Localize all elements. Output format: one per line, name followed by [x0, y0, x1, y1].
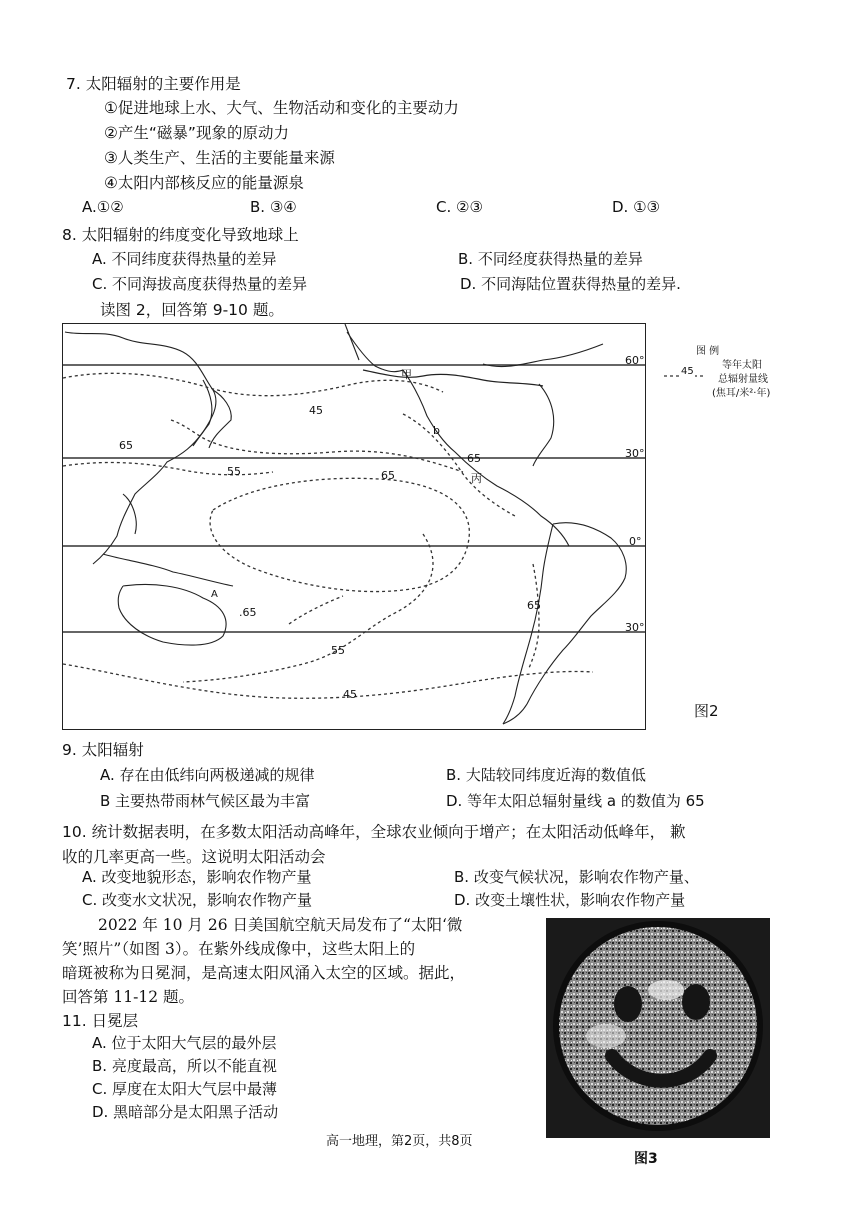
q7-item-1: ①促进地球上水、大气、生物活动和变化的主要动力	[104, 99, 459, 117]
q11-stem: 11. 日冕层	[62, 1012, 139, 1030]
legend-unit: (焦耳/米²·年)	[712, 388, 771, 399]
contour-label: 45	[309, 404, 323, 417]
q11-option-c: C. 厚度在太阳大气层中最薄	[92, 1080, 278, 1098]
place-label-a: A	[211, 589, 218, 600]
q9-option-b: B. 大陆较同纬度近海的数值低	[446, 766, 646, 784]
contour-label: 65	[467, 452, 481, 465]
q10-option-a: A. 改变地貌形态，影响农作物产量	[82, 868, 312, 886]
q9-option-c: B 主要热带雨林气候区最为丰富	[100, 792, 311, 810]
page-footer: 高一地理，第2页，共8页	[326, 1134, 473, 1149]
isoline-65-east	[403, 414, 515, 516]
q10-stem-line2: 收的几率更高一些。这说明太阳活动会	[62, 848, 326, 866]
figure2-map	[62, 323, 646, 730]
q10-stem-line1: 10. 统计数据表明，在多数太阳活动高峰年，全球农业倾向于增产；在太阳活动低峰年， 歉	[62, 823, 686, 841]
lat-label-30n: 30°	[625, 447, 645, 460]
q8-stem: 8. 太阳辐射的纬度变化导致地球上	[62, 226, 299, 244]
q10-option-b: B. 改变气候状况，影响农作物产量、	[454, 868, 699, 886]
q7-item-4: ④太阳内部核反应的能量源泉	[104, 174, 304, 192]
q10-option-c: C. 改变水文状况，影响农作物产量	[82, 891, 313, 909]
passage-line-3: 暗斑被称为日冕洞，是高速太阳风涌入太空的区域。据此，	[62, 964, 466, 982]
q7-option-c: C. ②③	[436, 198, 483, 216]
q7-item-2: ②产生“磁暴”现象的原动力	[104, 124, 289, 142]
isoline-map	[63, 324, 645, 729]
isoline-65-north	[171, 420, 463, 472]
legend-title: 图 例	[696, 346, 720, 357]
contour-label: 45	[343, 688, 357, 701]
place-label-jia: 甲	[401, 368, 412, 381]
place-label-b: b	[433, 424, 440, 437]
lat-label-60n: 60°	[625, 354, 645, 367]
q10-option-d: D. 改变土壤性状，影响农作物产量	[454, 891, 686, 909]
q8-option-b: B. 不同经度获得热量的差异	[458, 250, 643, 268]
q7-option-b: B. ③④	[250, 198, 297, 216]
q7-option-a: A.①②	[82, 198, 124, 216]
q9-stem: 9. 太阳辐射	[62, 741, 144, 759]
q9-option-d: D. 等年太阳总辐射量线 a 的数值为 65	[446, 792, 705, 810]
coastlines	[65, 324, 626, 724]
passage-line-2: 笑’照片”（如图 3）。在紫外线成像中，这些太阳上的	[62, 940, 416, 958]
contour-label: .65	[239, 606, 257, 619]
passage-line-1: 2022 年 10 月 26 日美国航空航天局发布了“太阳‘微	[98, 916, 463, 934]
intro-9-10: 读图 2，回答第 9-10 题。	[100, 301, 284, 319]
q8-option-a: A. 不同纬度获得热量的差异	[92, 250, 277, 268]
figure3-caption: 图3	[634, 1151, 658, 1167]
q8-option-c: C. 不同海拔高度获得热量的差异	[92, 275, 308, 293]
q7-stem: 7. 太阳辐射的主要作用是	[66, 75, 241, 93]
isoline-65-sa	[529, 564, 539, 668]
q9-option-a: A. 存在由低纬向两极递减的规律	[100, 766, 315, 784]
lat-label-0: 0°	[629, 535, 642, 548]
figure2-caption: 图2	[694, 702, 719, 720]
q11-option-b: B. 亮度最高，所以不能直视	[92, 1057, 277, 1075]
isoline-55-south	[183, 534, 433, 682]
contour-label: 55	[331, 644, 345, 657]
isoline-45-south	[63, 664, 593, 698]
isoline-55	[63, 463, 273, 475]
q11-option-a: A. 位于太阳大气层的最外层	[92, 1034, 277, 1052]
q7-item-3: ③人类生产、生活的主要能量来源	[104, 149, 335, 167]
isoline-65-central	[210, 478, 469, 591]
q8-option-d: D. 不同海陆位置获得热量的差异.	[460, 275, 681, 293]
contour-label: 55	[227, 465, 241, 478]
figure3-sun-photo	[546, 918, 770, 1138]
legend-text-2: 总辐射量线	[718, 374, 768, 385]
legend-text-1: 等年太阳	[722, 360, 762, 371]
legend-value: 45	[681, 366, 694, 377]
place-label-bing: 丙	[471, 472, 482, 485]
solid-boundary-line	[363, 370, 543, 386]
isoline-45-north	[63, 373, 443, 395]
isoline-65-dotted	[289, 596, 343, 624]
lat-label-30s: 30°	[625, 621, 645, 634]
contour-label: 65	[119, 439, 133, 452]
contour-label: 65	[527, 599, 541, 612]
passage-line-4: 回答第 11-12 题。	[62, 988, 195, 1006]
contour-label: 65	[381, 469, 395, 482]
q7-option-d: D. ①③	[612, 198, 660, 216]
q11-option-d: D. 黑暗部分是太阳黑子活动	[92, 1103, 279, 1121]
isolines	[63, 373, 593, 698]
